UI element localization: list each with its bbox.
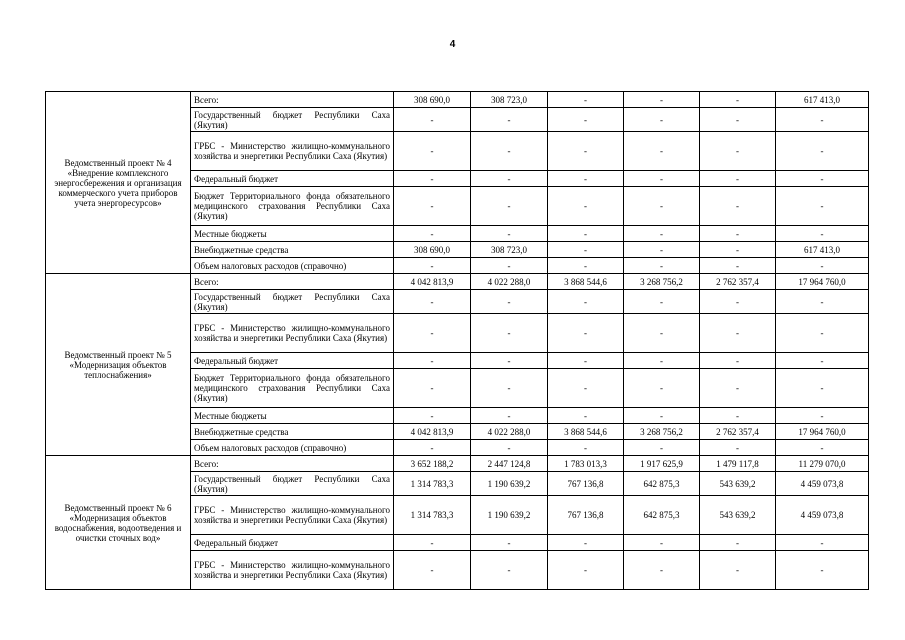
amount-cell: - [394, 314, 471, 353]
funding-source-cell: Внебюджетные средства [191, 242, 394, 258]
project-name-cell: Ведомственный проект № 5 «Модернизация объектов теплоснабжения» [46, 274, 191, 456]
amount-cell: 642 875,3 [624, 472, 700, 496]
amount-cell: - [776, 171, 869, 187]
amount-cell: 17 964 760,0 [776, 424, 869, 440]
amount-cell: - [776, 353, 869, 369]
amount-cell: - [394, 171, 471, 187]
amount-cell: 308 690,0 [394, 92, 471, 108]
funding-source-cell: Бюджет Территориального фонда обязательного медицинского страхования Республики Саха (Якутия) [191, 187, 394, 226]
amount-cell: - [776, 132, 869, 171]
amount-cell: - [776, 290, 869, 314]
amount-cell: - [548, 353, 624, 369]
amount-cell: - [700, 108, 776, 132]
amount-cell: 642 875,3 [624, 496, 700, 535]
amount-cell: - [548, 171, 624, 187]
amount-cell: - [624, 353, 700, 369]
amount-cell: 4 042 813,9 [394, 274, 471, 290]
amount-cell: - [548, 535, 624, 551]
amount-cell: - [776, 440, 869, 456]
funding-source-cell: Федеральный бюджет [191, 171, 394, 187]
amount-cell: 4 022 288,0 [471, 424, 548, 440]
amount-cell: - [624, 242, 700, 258]
amount-cell: - [624, 369, 700, 408]
amount-cell: 3 268 756,2 [624, 424, 700, 440]
table-body [46, 92, 869, 590]
amount-cell: - [700, 226, 776, 242]
amount-cell: - [394, 187, 471, 226]
amount-cell: - [700, 440, 776, 456]
table-row [46, 274, 869, 290]
funding-source-cell: Федеральный бюджет [191, 353, 394, 369]
amount-cell: 2 762 357,4 [700, 274, 776, 290]
amount-cell: - [471, 535, 548, 551]
amount-cell: 17 964 760,0 [776, 274, 869, 290]
amount-cell: - [394, 290, 471, 314]
amount-cell: - [700, 314, 776, 353]
amount-cell: - [394, 353, 471, 369]
amount-cell: - [624, 258, 700, 274]
amount-cell: - [548, 242, 624, 258]
project-name-cell: Ведомственный проект № 6 «Модернизация объектов водоснабжения, водоотведения и очистки сточных вод» [46, 456, 191, 590]
amount-cell: 617 413,0 [776, 92, 869, 108]
amount-cell: 3 652 188,2 [394, 456, 471, 472]
funding-source-cell: Объем налоговых расходов (справочно) [191, 440, 394, 456]
amount-cell: - [700, 242, 776, 258]
amount-cell: - [700, 369, 776, 408]
funding-source-cell: Федеральный бюджет [191, 535, 394, 551]
amount-cell: - [471, 108, 548, 132]
amount-cell: - [548, 92, 624, 108]
amount-cell: - [548, 369, 624, 408]
amount-cell: - [548, 226, 624, 242]
amount-cell: - [471, 440, 548, 456]
amount-cell: 4 042 813,9 [394, 424, 471, 440]
amount-cell: 2 762 357,4 [700, 424, 776, 440]
amount-cell: 1 479 117,8 [700, 456, 776, 472]
amount-cell: - [471, 369, 548, 408]
funding-source-cell: Всего: [191, 456, 394, 472]
amount-cell: 11 279 070,0 [776, 456, 869, 472]
amount-cell: - [471, 314, 548, 353]
amount-cell: - [394, 440, 471, 456]
amount-cell: - [548, 108, 624, 132]
amount-cell: 1 190 639,2 [471, 472, 548, 496]
amount-cell: - [776, 108, 869, 132]
amount-cell: 2 447 124,8 [471, 456, 548, 472]
amount-cell: - [700, 551, 776, 590]
amount-cell: - [394, 369, 471, 408]
amount-cell: 543 639,2 [700, 496, 776, 535]
amount-cell: - [548, 440, 624, 456]
funding-source-cell: ГРБС - Министерство жилищно-коммунального хозяйства и энергетики Республики Саха (Якутия) [191, 314, 394, 353]
amount-cell: - [700, 92, 776, 108]
amount-cell: - [700, 132, 776, 171]
amount-cell: - [394, 258, 471, 274]
amount-cell: - [394, 535, 471, 551]
amount-cell: - [700, 171, 776, 187]
amount-cell: - [548, 187, 624, 226]
amount-cell: - [624, 551, 700, 590]
amount-cell: - [471, 226, 548, 242]
amount-cell: - [471, 132, 548, 171]
funding-source-cell: Государственный бюджет Республики Саха (Якутия) [191, 290, 394, 314]
amount-cell: - [700, 353, 776, 369]
project-name-cell: Ведомственный проект № 4 «Внедрение комплексного энергосбережения и организация коммерческого учета приборов учета энергоресурсов» [46, 92, 191, 274]
funding-source-cell: Государственный бюджет Республики Саха (Якутия) [191, 472, 394, 496]
financing-table [45, 91, 869, 590]
amount-cell: - [624, 226, 700, 242]
amount-cell: - [776, 535, 869, 551]
funding-source-cell: Бюджет Территориального фонда обязательного медицинского страхования Республики Саха (Якутия) [191, 369, 394, 408]
amount-cell: - [548, 314, 624, 353]
amount-cell: - [548, 290, 624, 314]
amount-cell: - [624, 314, 700, 353]
funding-source-cell: ГРБС - Министерство жилищно-коммунального хозяйства и энергетики Республики Саха (Якутия) [191, 132, 394, 171]
amount-cell: 1 314 783,3 [394, 472, 471, 496]
amount-cell: - [471, 258, 548, 274]
amount-cell: - [776, 226, 869, 242]
amount-cell: - [776, 187, 869, 226]
amount-cell: 767 136,8 [548, 496, 624, 535]
table-row [46, 456, 869, 472]
amount-cell: 617 413,0 [776, 242, 869, 258]
amount-cell: - [624, 108, 700, 132]
amount-cell: 308 723,0 [471, 92, 548, 108]
amount-cell: - [548, 258, 624, 274]
amount-cell: 1 783 013,3 [548, 456, 624, 472]
amount-cell: - [471, 353, 548, 369]
funding-source-cell: Местные бюджеты [191, 408, 394, 424]
page-number: 4 [449, 39, 456, 50]
table-row [46, 92, 869, 108]
amount-cell: - [624, 440, 700, 456]
amount-cell: 767 136,8 [548, 472, 624, 496]
amount-cell: - [471, 408, 548, 424]
amount-cell: 4 459 073,8 [776, 472, 869, 496]
amount-cell: - [471, 551, 548, 590]
funding-source-cell: Местные бюджеты [191, 226, 394, 242]
funding-source-cell: Объем налоговых расходов (справочно) [191, 258, 394, 274]
amount-cell: 1 314 783,3 [394, 496, 471, 535]
amount-cell: - [624, 408, 700, 424]
amount-cell: - [624, 171, 700, 187]
amount-cell: 4 022 288,0 [471, 274, 548, 290]
amount-cell: - [624, 535, 700, 551]
amount-cell: - [471, 290, 548, 314]
amount-cell: - [624, 92, 700, 108]
amount-cell: 3 268 756,2 [624, 274, 700, 290]
amount-cell: - [700, 187, 776, 226]
funding-source-cell: ГРБС - Министерство жилищно-коммунального хозяйства и энергетики Республики Саха (Якутия) [191, 496, 394, 535]
amount-cell: - [776, 258, 869, 274]
amount-cell: 3 868 544,6 [548, 424, 624, 440]
amount-cell: - [700, 290, 776, 314]
amount-cell: - [394, 551, 471, 590]
amount-cell: - [548, 408, 624, 424]
amount-cell: - [700, 258, 776, 274]
amount-cell: 308 690,0 [394, 242, 471, 258]
amount-cell: 1 917 625,9 [624, 456, 700, 472]
amount-cell: - [776, 314, 869, 353]
amount-cell: - [394, 408, 471, 424]
amount-cell: - [624, 132, 700, 171]
amount-cell: - [700, 408, 776, 424]
amount-cell: - [776, 408, 869, 424]
amount-cell: 543 639,2 [700, 472, 776, 496]
amount-cell: - [548, 132, 624, 171]
amount-cell: 4 459 073,8 [776, 496, 869, 535]
amount-cell: - [548, 551, 624, 590]
amount-cell: 308 723,0 [471, 242, 548, 258]
amount-cell: - [624, 290, 700, 314]
amount-cell: - [776, 369, 869, 408]
amount-cell: - [394, 132, 471, 171]
amount-cell: 1 190 639,2 [471, 496, 548, 535]
funding-source-cell: Государственный бюджет Республики Саха (Якутия) [191, 108, 394, 132]
funding-source-cell: Всего: [191, 274, 394, 290]
amount-cell: - [394, 226, 471, 242]
amount-cell: - [776, 551, 869, 590]
amount-cell: - [394, 108, 471, 132]
amount-cell: - [471, 171, 548, 187]
funding-source-cell: Внебюджетные средства [191, 424, 394, 440]
amount-cell: - [624, 187, 700, 226]
funding-source-cell: Всего: [191, 92, 394, 108]
amount-cell: - [700, 535, 776, 551]
amount-cell: 3 868 544,6 [548, 274, 624, 290]
amount-cell: - [471, 187, 548, 226]
funding-source-cell: ГРБС - Министерство жилищно-коммунального хозяйства и энергетики Республики Саха (Якутия) [191, 551, 394, 590]
